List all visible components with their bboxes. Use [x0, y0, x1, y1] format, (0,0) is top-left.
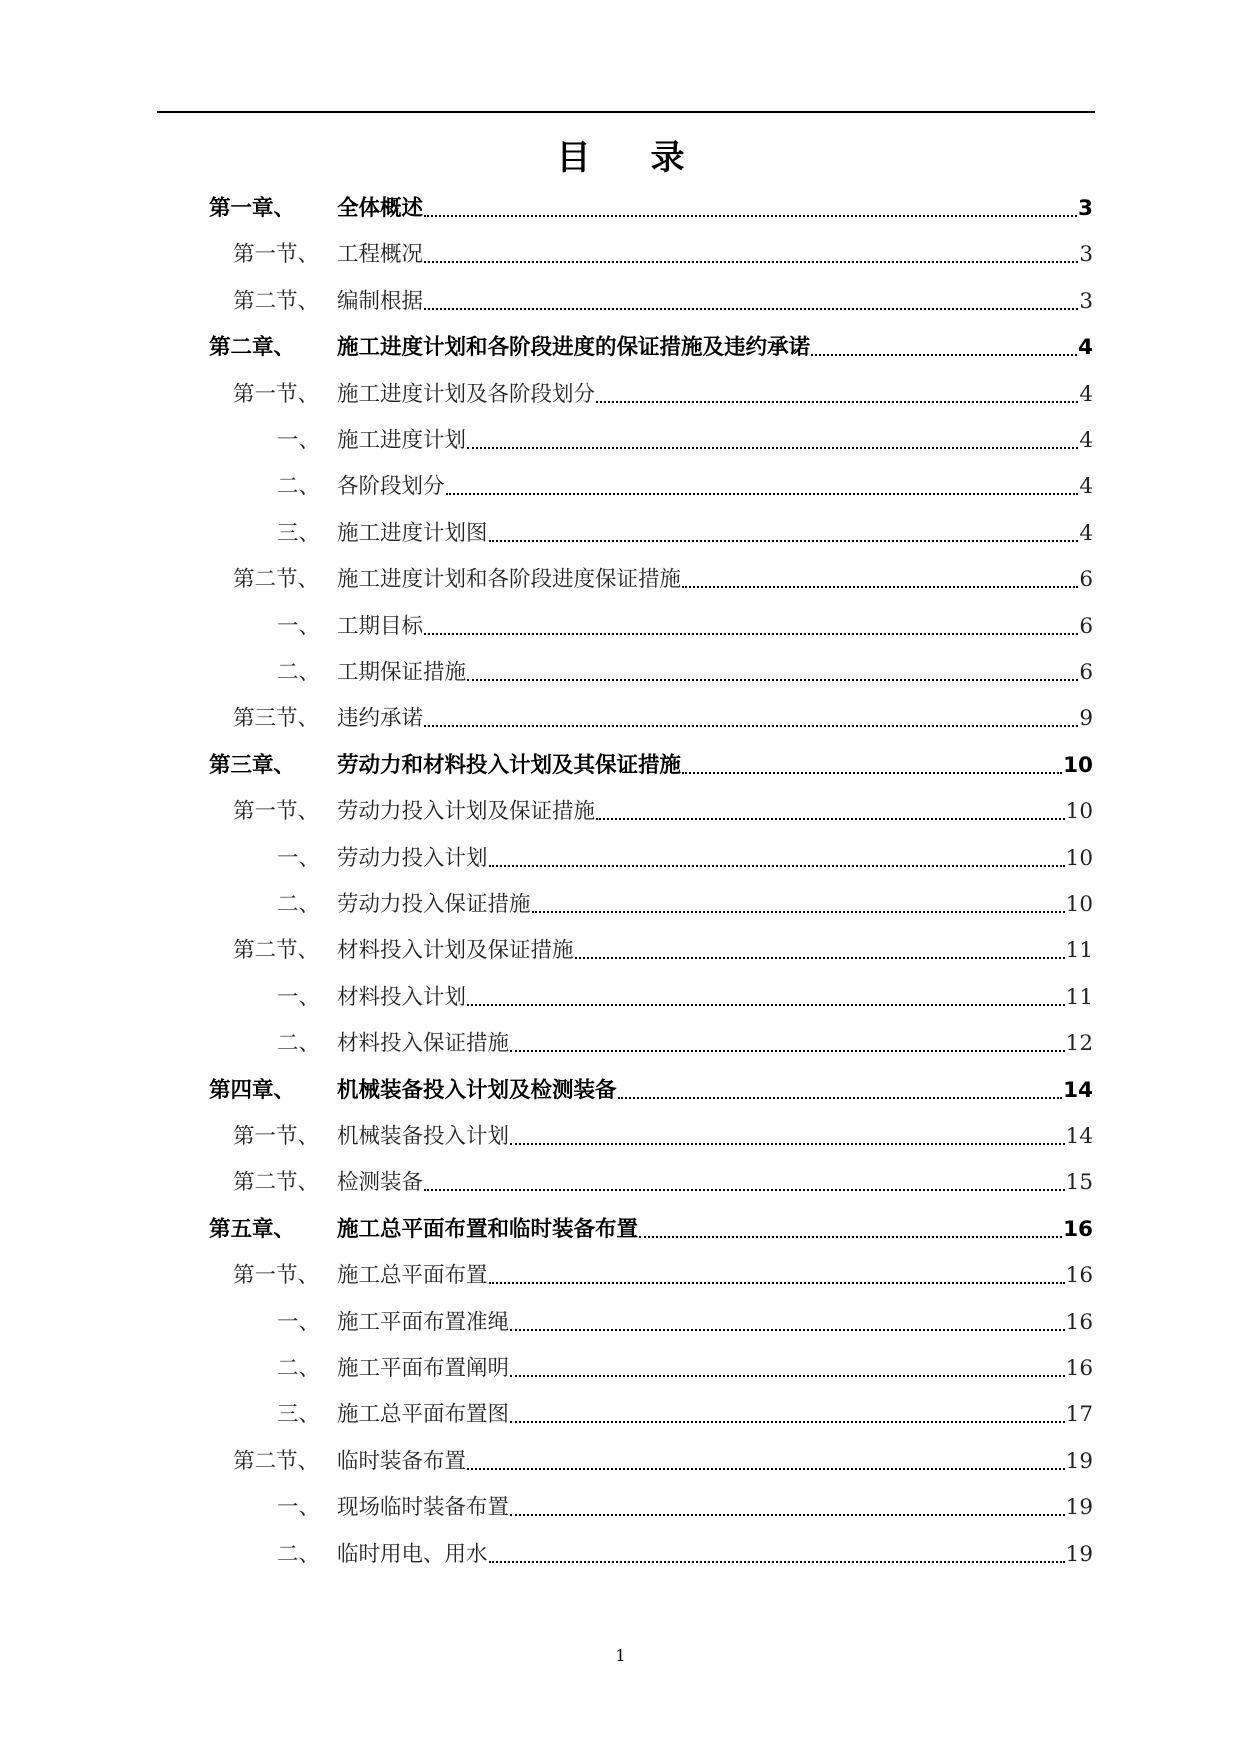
- page-title: [0, 134, 1241, 182]
- toc-entry-number: 二、: [277, 1542, 321, 1567]
- toc-entry-item[interactable]: [0, 890, 1241, 920]
- toc-entry-section[interactable]: [0, 704, 1241, 734]
- toc-entry-body: [337, 983, 1093, 1013]
- toc-entry-page: 6: [1079, 660, 1093, 685]
- toc-entry-title: 临时用电、用水: [337, 1542, 488, 1567]
- toc-entry-number: 第一节、: [233, 382, 320, 407]
- header-rule: [157, 111, 1095, 113]
- toc-entry-title: 机械装备投入计划及检测装备: [337, 1078, 617, 1103]
- toc-entry-page: 16: [1065, 1263, 1093, 1288]
- toc-entry-body: [337, 658, 1093, 688]
- toc-entry-page: 4: [1079, 474, 1093, 499]
- toc-entry-page: 6: [1079, 567, 1093, 592]
- toc-leader-dots: [424, 261, 1078, 263]
- toc-entry-page: 3: [1078, 196, 1093, 221]
- toc-entry-title: 劳动力和材料投入计划及其保证措施: [337, 753, 682, 778]
- toc-entry-body: [337, 844, 1093, 874]
- toc-entry-title: 施工平面布置准绳: [337, 1310, 510, 1335]
- toc-entry-title: 施工进度计划: [337, 428, 467, 453]
- toc-leader-dots: [682, 772, 1062, 774]
- toc-entry-title: 材料投入保证措施: [337, 1031, 510, 1056]
- toc-entry-item[interactable]: [0, 1029, 1241, 1059]
- toc-entry-page: 15: [1065, 1170, 1093, 1195]
- toc-entry-body: [337, 333, 1093, 363]
- toc-entry-body: [337, 1261, 1093, 1291]
- toc-leader-dots: [424, 1189, 1065, 1191]
- toc-leader-dots: [489, 865, 1065, 867]
- toc-entry-title: 全体概述: [337, 196, 424, 221]
- toc-entry-number: 第四章、: [209, 1078, 296, 1103]
- toc-entry-page: 19: [1065, 1495, 1093, 1520]
- toc-entry-number: 一、: [277, 1310, 321, 1335]
- toc-entry-title: 编制根据: [337, 289, 424, 314]
- toc-entry-section[interactable]: [0, 240, 1241, 270]
- toc-entry-chapter[interactable]: [0, 751, 1241, 781]
- toc-entry-section[interactable]: [0, 1261, 1241, 1291]
- toc-entry-body: [337, 1400, 1093, 1430]
- toc-entry-number: 第二节、: [233, 567, 320, 592]
- toc-entry-body: [337, 426, 1093, 456]
- toc-entry-number: 二、: [277, 660, 321, 685]
- toc-entry-section[interactable]: [0, 797, 1241, 827]
- toc-entry-title: 施工平面布置阐明: [337, 1356, 510, 1381]
- toc-entry-number: 一、: [277, 614, 321, 639]
- toc-entry-page: 14: [1063, 1078, 1093, 1103]
- toc-entry-section[interactable]: [0, 936, 1241, 966]
- toc-entry-title: 材料投入计划: [337, 985, 467, 1010]
- title-char-2: 录: [650, 138, 685, 178]
- toc-leader-dots: [596, 818, 1065, 820]
- toc-entry-number: 第三节、: [233, 706, 320, 731]
- toc-leader-dots: [510, 1143, 1065, 1145]
- toc-entry-number: 第二节、: [233, 1449, 320, 1474]
- toc-entry-number: 一、: [277, 1495, 321, 1520]
- toc-entry-title: 工期目标: [337, 614, 424, 639]
- toc-leader-dots: [510, 1329, 1065, 1331]
- toc-entry-body: [337, 380, 1093, 410]
- toc-entry-title: 施工进度计划和各阶段进度的保证措施及违约承诺: [337, 335, 811, 360]
- toc-entry-number: 三、: [277, 1402, 321, 1427]
- toc-entry-number: 二、: [277, 1031, 321, 1056]
- toc-entry-page: 3: [1079, 242, 1093, 267]
- title-char-1: 目: [556, 138, 591, 178]
- toc-leader-dots: [639, 1236, 1062, 1238]
- toc-entry-body: [337, 751, 1093, 781]
- toc-entry-body: [337, 1354, 1093, 1384]
- toc-entry-number: 一、: [277, 428, 321, 453]
- toc-entry-section[interactable]: [0, 287, 1241, 317]
- toc-entry-title: 材料投入计划及保证措施: [337, 938, 574, 963]
- toc-leader-dots: [424, 308, 1078, 310]
- toc-entry-title: 劳动力投入保证措施: [337, 892, 531, 917]
- toc-entry-page: 11: [1065, 938, 1093, 963]
- toc-entry-section[interactable]: [0, 565, 1241, 595]
- toc-entry-section[interactable]: [0, 1447, 1241, 1477]
- toc-entry-section[interactable]: [0, 1122, 1241, 1152]
- toc-entry-item[interactable]: [0, 844, 1241, 874]
- toc-entry-chapter[interactable]: [0, 194, 1241, 224]
- toc-entry-body: [337, 1215, 1093, 1245]
- toc-entry-page: 3: [1079, 289, 1093, 314]
- toc-leader-dots: [510, 1421, 1065, 1423]
- toc-entry-title: 施工进度计划和各阶段进度保证措施: [337, 567, 682, 592]
- toc-entry-chapter[interactable]: [0, 1076, 1241, 1106]
- toc-leader-dots: [489, 1561, 1065, 1563]
- toc-entry-item[interactable]: [0, 983, 1241, 1013]
- toc-entry-number: 第一章、: [209, 196, 296, 221]
- toc-entry-page: 17: [1065, 1402, 1093, 1427]
- toc-entry-title: 劳动力投入计划: [337, 846, 488, 871]
- toc-entry-item[interactable]: [0, 658, 1241, 688]
- toc-entry-body: [337, 1493, 1093, 1523]
- toc-leader-dots: [510, 1375, 1065, 1377]
- toc-entry-body: [337, 194, 1093, 224]
- toc-leader-dots: [424, 215, 1077, 217]
- toc-entry-title: 临时装备布置: [337, 1449, 467, 1474]
- toc-entry-number: 第一节、: [233, 242, 320, 267]
- toc-entry-body: [337, 1447, 1093, 1477]
- toc-entry-number: 第二节、: [233, 938, 320, 963]
- toc-entry-item[interactable]: [0, 426, 1241, 456]
- toc-entry-number: 第一节、: [233, 1124, 320, 1149]
- toc-entry-number: 第一节、: [233, 1263, 320, 1288]
- toc-leader-dots: [424, 725, 1078, 727]
- toc-entry-page: 6: [1079, 614, 1093, 639]
- toc-entry-page: 19: [1065, 1449, 1093, 1474]
- toc-entry-title: 施工总平面布置图: [337, 1402, 510, 1427]
- toc-entry-item[interactable]: [0, 1400, 1241, 1430]
- toc-entry-title: 施工总平面布置: [337, 1263, 488, 1288]
- toc-entry-item[interactable]: [0, 1540, 1241, 1570]
- toc-entry-title: 现场临时装备布置: [337, 1495, 510, 1520]
- toc-entry-body: [337, 1122, 1093, 1152]
- toc-entry-body: [337, 890, 1093, 920]
- toc-entry-item[interactable]: [0, 472, 1241, 502]
- toc-leader-dots: [510, 1050, 1065, 1052]
- toc-entry-item[interactable]: [0, 519, 1241, 549]
- toc-leader-dots: [424, 633, 1078, 635]
- toc-entry-page: 4: [1078, 335, 1093, 360]
- toc-entry-page: 16: [1065, 1310, 1093, 1335]
- toc-entry-chapter[interactable]: [0, 333, 1241, 363]
- toc-leader-dots: [532, 911, 1065, 913]
- toc-entry-page: 10: [1065, 799, 1093, 824]
- toc-leader-dots: [467, 1468, 1065, 1470]
- toc-entry-body: [337, 565, 1093, 595]
- toc-entry-number: 三、: [277, 521, 321, 546]
- toc-entry-item[interactable]: [0, 612, 1241, 642]
- toc-entry-page: 11: [1065, 985, 1093, 1010]
- toc-entry-page: 16: [1065, 1356, 1093, 1381]
- toc-leader-dots: [618, 1097, 1063, 1099]
- toc-entry-body: [337, 1308, 1093, 1338]
- toc-entry-title: 工期保证措施: [337, 660, 467, 685]
- toc-entry-title: 施工进度计划及各阶段划分: [337, 382, 596, 407]
- toc-entry-body: [337, 797, 1093, 827]
- toc-entry-body: [337, 240, 1093, 270]
- toc-leader-dots: [467, 679, 1078, 681]
- toc-entry-title: 施工总平面布置和临时装备布置: [337, 1217, 639, 1242]
- toc-entry-number: 二、: [277, 892, 321, 917]
- toc-entry-body: [337, 1168, 1093, 1198]
- toc-leader-dots: [811, 354, 1077, 356]
- toc-entry-body: [337, 704, 1093, 734]
- toc-entry-body: [337, 519, 1093, 549]
- toc-leader-dots: [446, 493, 1079, 495]
- toc-entry-number: 一、: [277, 846, 321, 871]
- toc-entry-number: 第二节、: [233, 1170, 320, 1195]
- toc-entry-title: 施工进度计划图: [337, 521, 488, 546]
- toc-entry-number: 第五章、: [209, 1217, 296, 1242]
- toc-entry-section[interactable]: [0, 1168, 1241, 1198]
- toc-leader-dots: [489, 540, 1079, 542]
- toc-entry-chapter[interactable]: [0, 1215, 1241, 1245]
- toc-entry-title: 违约承诺: [337, 706, 424, 731]
- toc-entry-page: 16: [1063, 1217, 1093, 1242]
- toc-entry-title: 各阶段划分: [337, 474, 445, 499]
- toc-leader-dots: [510, 1514, 1065, 1516]
- page-number: 1: [615, 1646, 626, 1665]
- toc-entry-item[interactable]: [0, 1308, 1241, 1338]
- toc-entry-page: 14: [1065, 1124, 1093, 1149]
- toc-entry-item[interactable]: [0, 1493, 1241, 1523]
- toc-entry-number: 第二节、: [233, 289, 320, 314]
- toc-entry-body: [337, 936, 1093, 966]
- toc-leader-dots: [575, 957, 1065, 959]
- toc-entry-page: 10: [1065, 846, 1093, 871]
- toc-entry-body: [337, 472, 1093, 502]
- toc-entry-title: 劳动力投入计划及保证措施: [337, 799, 596, 824]
- toc-entry-page: 4: [1079, 428, 1093, 453]
- toc-entry-title: 工程概况: [337, 242, 424, 267]
- toc-entry-page: 10: [1065, 892, 1093, 917]
- toc-entry-number: 第三章、: [209, 753, 296, 778]
- toc-entry-page: 19: [1065, 1542, 1093, 1567]
- toc-entry-page: 9: [1079, 706, 1093, 731]
- toc-entry-number: 二、: [277, 474, 321, 499]
- toc-leader-dots: [467, 447, 1078, 449]
- toc-leader-dots: [467, 1004, 1065, 1006]
- toc-entry-number: 第二章、: [209, 335, 296, 360]
- toc-entry-title: 机械装备投入计划: [337, 1124, 510, 1149]
- toc-entry-page: 4: [1079, 521, 1093, 546]
- toc-leader-dots: [489, 1282, 1065, 1284]
- toc-entry-page: 4: [1079, 382, 1093, 407]
- toc-entry-body: [337, 612, 1093, 642]
- toc-entry-number: 二、: [277, 1356, 321, 1381]
- toc-entry-title: 检测装备: [337, 1170, 424, 1195]
- toc-leader-dots: [682, 586, 1078, 588]
- toc-entry-item[interactable]: [0, 1354, 1241, 1384]
- toc-entry-section[interactable]: [0, 380, 1241, 410]
- toc-entry-body: [337, 1029, 1093, 1059]
- toc-entry-page: 10: [1063, 753, 1093, 778]
- toc-entry-body: [337, 1540, 1093, 1570]
- toc-leader-dots: [596, 401, 1078, 403]
- toc-entry-number: 一、: [277, 985, 321, 1010]
- toc-entry-number: 第一节、: [233, 799, 320, 824]
- toc-entry-body: [337, 287, 1093, 317]
- toc-entry-body: [337, 1076, 1093, 1106]
- toc-entry-page: 12: [1065, 1031, 1093, 1056]
